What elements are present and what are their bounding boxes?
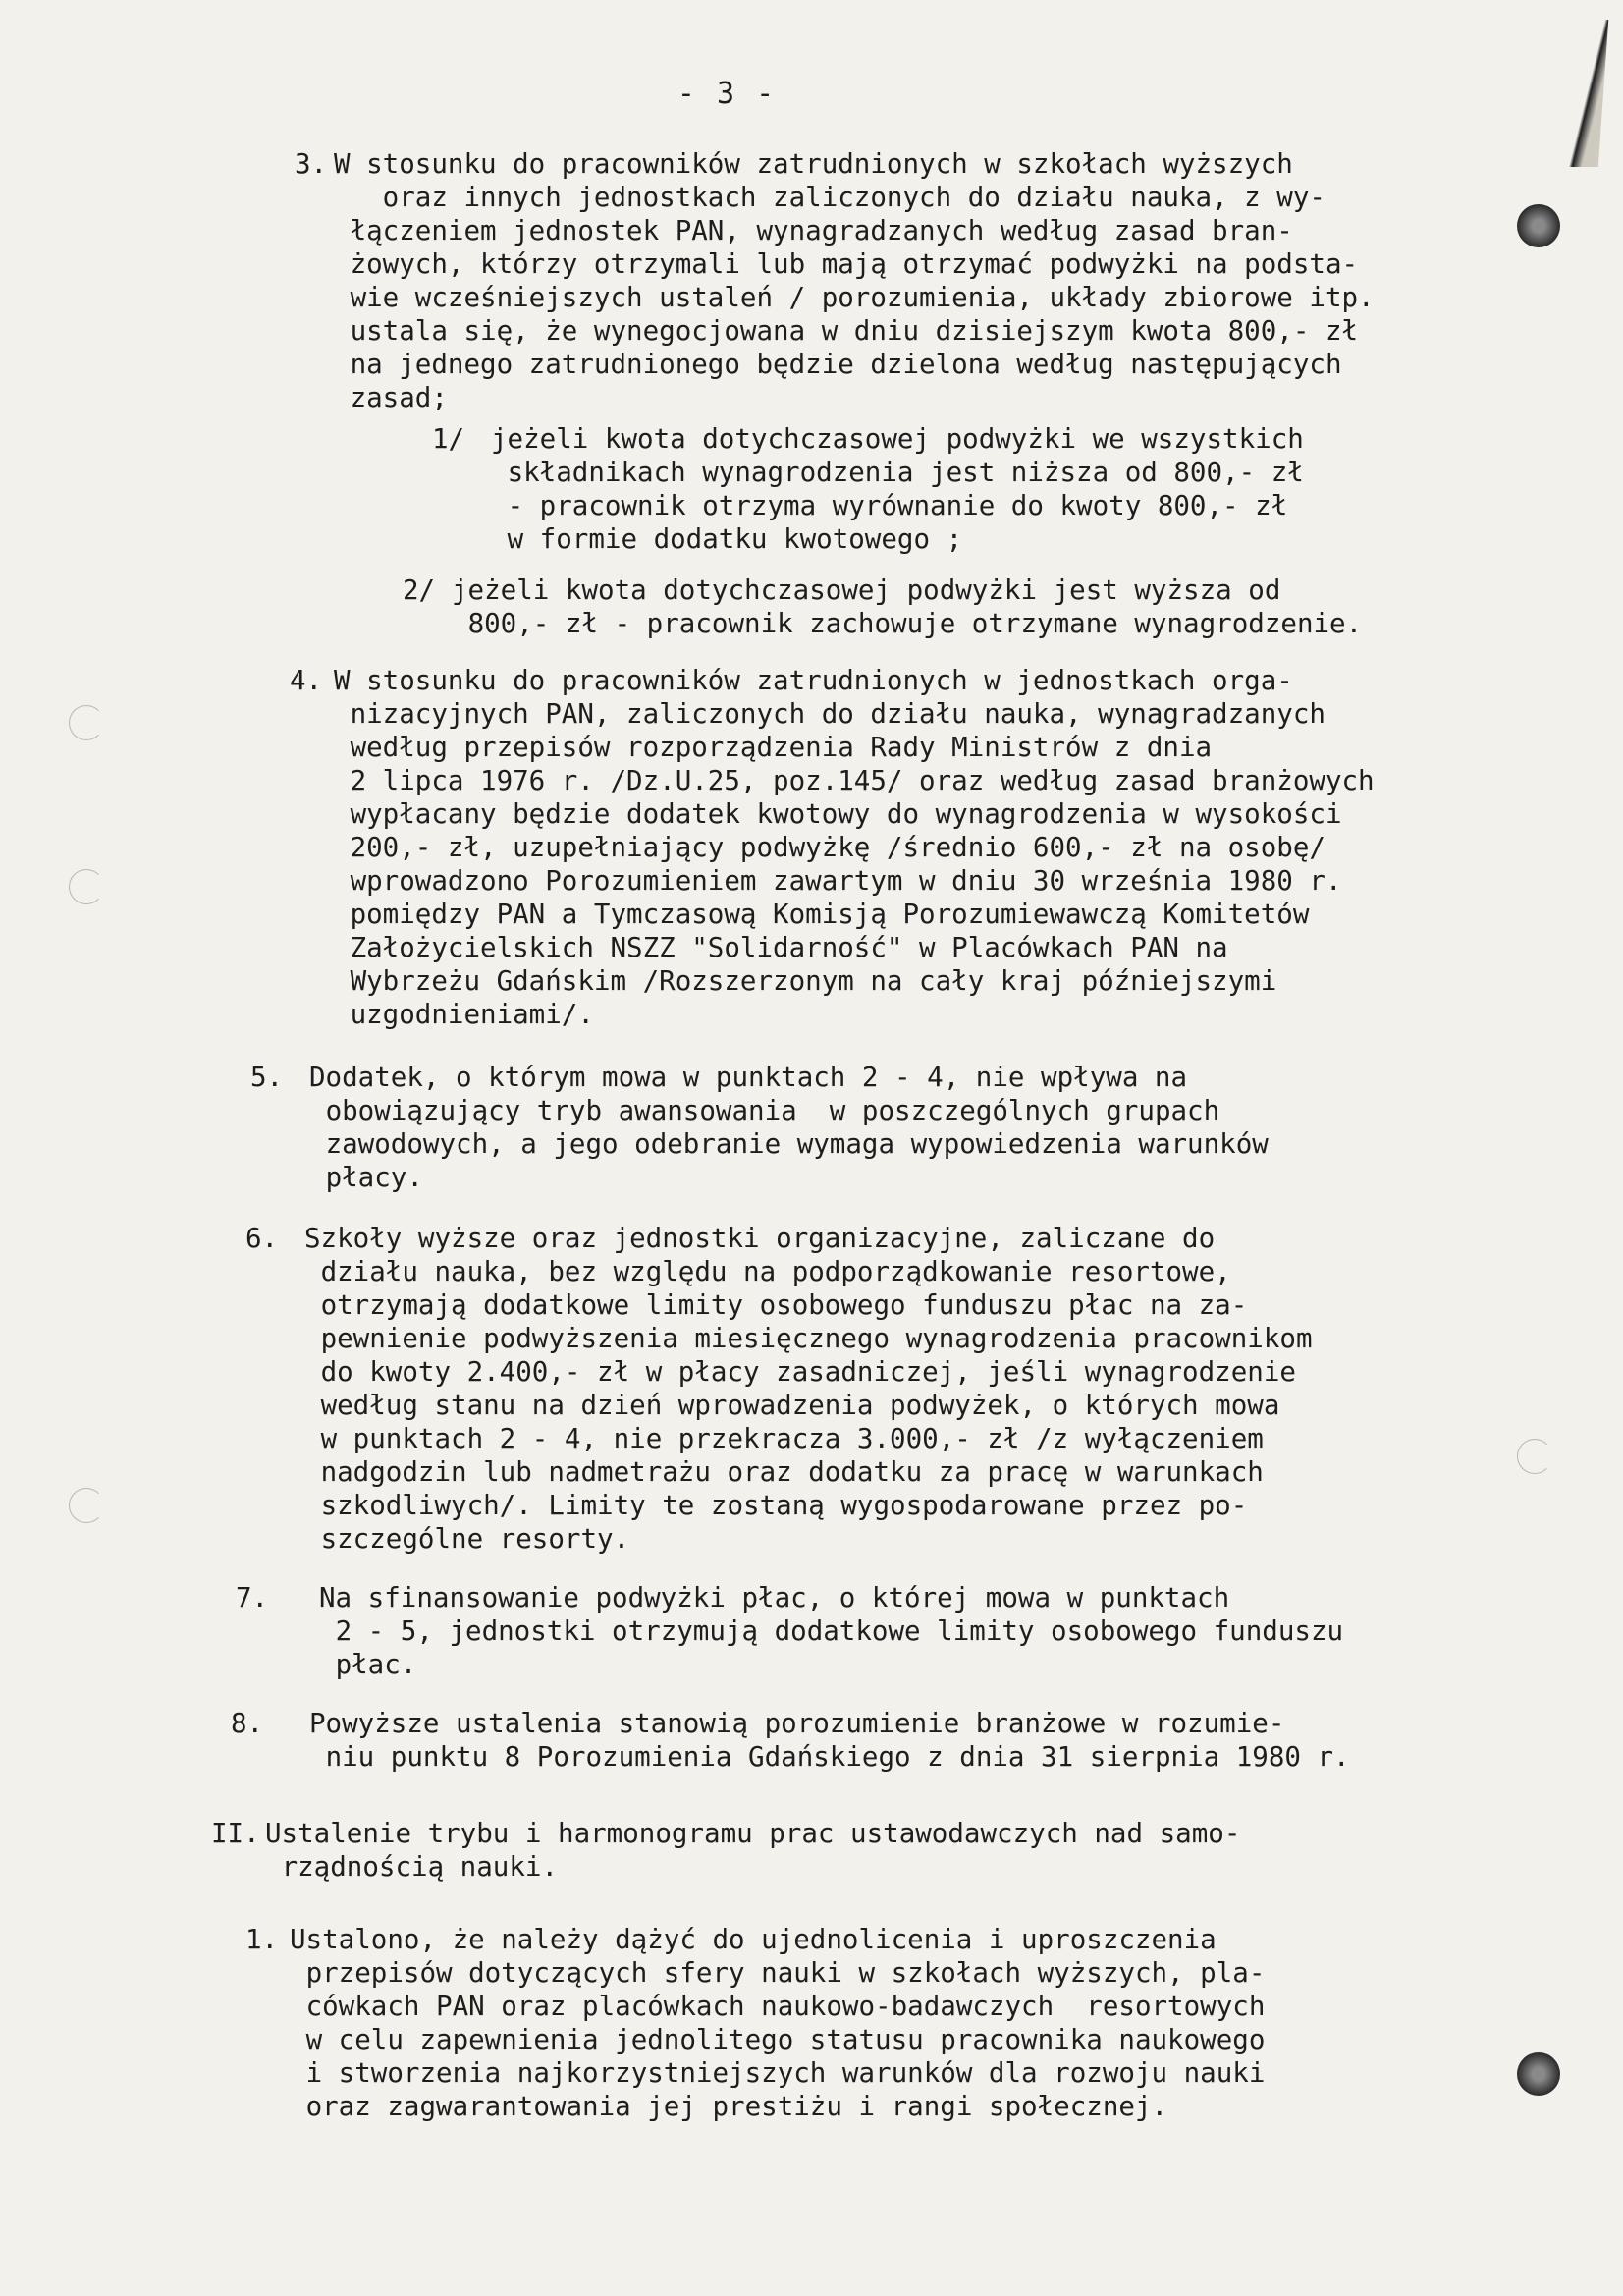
paragraph-number: 1.: [245, 1924, 279, 1955]
binder-hole: [69, 1488, 104, 1523]
paragraph-text: Ustalono, że należy dążyć do ujednolicenia i uproszczenia przepisów dotyczących sfery nauki w szkołach wyższych, pla- cówkach PAN oraz placówkach naukowo-badawczych resortowych w celu zapewnienia jednolitego statusu pracownika naukowego i stworzenia najkorzystniejszych warunków dla rozwoju nauki oraz zagwarantowania jej prestiżu i rangi społecznej.: [290, 1924, 1266, 2122]
paragraph-number: 8.: [231, 1708, 264, 1739]
paragraph-text: Szkoły wyższe oraz jednostki organizacyjne, zaliczane do działu nauka, bez względu na podporządkowanie resortowe, otrzymają dodatkowe limity osobowego funduszu płac na za- pewnienie podwyższenia miesięcznego wynagrodzenia pracownikom do kwoty 2.400,- zł w płacy zasadniczej, jeśli wynagrodzenie według stanu na dzień wprowadzenia podwyżek, o których mowa w punktach 2 - 4, nie przekracza 3.000,- zł /z wyłączeniem nadgodzin lub nadmetrażu oraz dodatku za pracę w warunkach szkodliwych/. Limity te zostaną wygospodarowane przez po- szczególne resorty.: [304, 1223, 1313, 1555]
paragraph-6: [236, 1222, 1581, 1556]
subparagraph-text: jeżeli kwota dotychczasowej podwyżki jest wyższa od 800,- zł - pracownik zachowuje otrzymane wynagrodzenie.: [452, 574, 1363, 639]
binder-hole: [69, 705, 104, 740]
section-title: Ustalenie trybu i harmonogramu prac ustawodawczych nad samo- rządnością nauki.: [265, 1818, 1241, 1883]
paragraph-number: 5.: [250, 1062, 284, 1093]
paragraph-7: [236, 1581, 1581, 1681]
paragraph-text: Powyższe ustalenia stanowią porozumienie branżowe w rozumie- niu punktu 8 Porozumienia Gdańskiego z dnia 31 sierpnia 1980 r.: [309, 1708, 1350, 1773]
subparagraph-1: [432, 422, 1581, 556]
binder-hole: [69, 869, 104, 904]
section-ii-paragraph-1: [236, 1923, 1581, 2123]
paragraph-8: [231, 1707, 1581, 1774]
subparagraph-text: jeżeli kwota dotychczasowej podwyżki we wszystkich składnikach wynagrodzenia jest niższa od 800,- zł - pracownik otrzyma wyrównanie do kwoty 800,- zł w formie dodatku kwotowego ;: [491, 423, 1304, 555]
page-number: - 3 -: [676, 77, 777, 111]
punch-mark: [1517, 204, 1560, 247]
paragraph-text: W stosunku do pracowników zatrudnionych w szkołach wyższych oraz innych jednostkach zaliczonych do działu nauka, z wy- łączeniem jednostek PAN, wynagradzanych według zasad bran- żowych, którzy otrzymali lub mają otrzymać podwyżki na podsta- wie wcześniejszych ustaleń / porozumienia, układy zbiorowe itp. ustala się, że wynegocjowana w dniu dzisiejszym kwota 800,- zł na jednego zatrudnionego będzie dzielona według następujących zasad;: [334, 148, 1375, 413]
paragraph-text: W stosunku do pracowników zatrudnionych w jednostkach orga- nizacyjnych PAN, zaliczonych do działu nauka, wynagradzanych według przepisów rozporządzenia Rady Ministrów z dnia 2 lipca 1976 r. /Dz.U.25, poz.145/ oraz według zasad branżowych wypłacany będzie dodatek kwotowy do wynagrodzenia w wysokości 200,- zł, uzupełniający podwyżkę /średnio 600,- zł na osobę/ wprowadzono Porozumieniem zawartym w dniu 30 września 1980 r. pomiędzy PAN a Tymczasową Komisją Porozumiewawczą Komitetów Założycielskich NSZZ "Solidarność" w Placówkach PAN na Wybrzeżu Gdańskim /Rozszerzonym na cały kraj późniejszymi uzgodnieniami/.: [334, 665, 1375, 1030]
paragraph-number: 4.: [290, 665, 323, 696]
paragraph-text: Na sfinansowanie podwyżki płac, o której mowa w punktach 2 - 5, jednostki otrzymują dodatkowe limity osobowego funduszu płac.: [319, 1582, 1344, 1680]
section-ii-heading: [211, 1817, 1581, 1884]
subparagraph-2: [403, 574, 1581, 640]
paragraph-number: 7.: [236, 1582, 269, 1613]
paper-fold-shadow: [1559, 20, 1608, 167]
punch-mark: [1517, 2052, 1560, 2096]
subparagraph-number: 1/: [432, 423, 465, 455]
document-body: [211, 147, 1581, 2123]
paragraph-number: 3.: [295, 148, 328, 180]
paragraph-3: [236, 147, 1581, 414]
section-number: II.: [211, 1818, 260, 1849]
paragraph-5: [236, 1061, 1581, 1194]
paragraph-number: 6.: [245, 1223, 279, 1254]
subparagraph-number: 2/: [403, 574, 436, 606]
paragraph-4: [236, 664, 1581, 1031]
binder-hole: [1517, 1439, 1552, 1474]
paragraph-text: Dodatek, o którym mowa w punktach 2 - 4, nie wpływa na obowiązujący tryb awansowania w poszczególnych grupach zawodowych, a jego odebranie wymaga wypowiedzenia warunków płacy.: [309, 1062, 1269, 1193]
